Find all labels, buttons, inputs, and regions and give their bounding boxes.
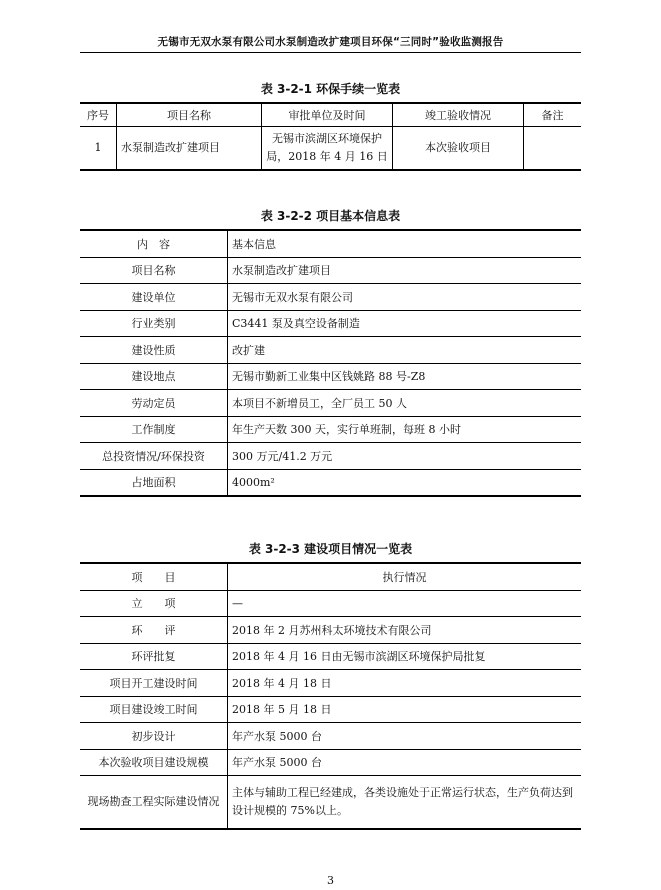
- table-cell: 总投资情况/环保投资: [80, 443, 228, 470]
- table-row: [80, 469, 581, 496]
- table-row: [80, 337, 581, 364]
- table-cell: 水泵制造改扩建项目: [117, 127, 262, 171]
- table-cell: 现场勘查工程实际建设情况: [80, 776, 228, 830]
- table-row: [80, 284, 581, 311]
- table-row: [80, 776, 581, 830]
- table-cell: 水泵制造改扩建项目: [228, 257, 582, 284]
- table-cell: 项 目: [80, 563, 228, 590]
- table3-caption: 表 3-2-3 建设项目情况一览表: [248, 542, 413, 556]
- table-cell: 工作制度: [80, 416, 228, 443]
- header-divider: [80, 52, 581, 53]
- table-row: [80, 723, 581, 750]
- page-number: 3: [327, 874, 334, 887]
- table-row: [80, 643, 581, 670]
- table-cell: 年生产天数 300 天，实行单班制，每班 8 小时: [228, 416, 582, 443]
- table-cell: 无锡市勤新工业集中区钱姚路 88 号-Z8: [228, 363, 582, 390]
- table-cell: 本次验收项目: [393, 127, 524, 171]
- table-cell: 建设单位: [80, 284, 228, 311]
- table-row: [80, 230, 581, 257]
- table1-caption: 表 3-2-1 环保手续一览表: [260, 82, 401, 96]
- table-row: [80, 443, 581, 470]
- report-header: 无锡市无双水泵有限公司水泵制造改扩建项目环保“三同时”验收监测报告: [157, 36, 504, 48]
- table-row: [80, 670, 581, 697]
- table-cell: 环 评: [80, 617, 228, 644]
- table-cell: —: [228, 590, 582, 617]
- table-row: [80, 749, 581, 776]
- table-cell: [524, 127, 582, 171]
- basic-info-table: [80, 229, 581, 497]
- table-row: [80, 310, 581, 337]
- table-cell: 改扩建: [228, 337, 582, 364]
- table-cell: 项目开工建设时间: [80, 670, 228, 697]
- table-cell: C3441 泵及真空设备制造: [228, 310, 582, 337]
- table2-caption: 表 3-2-2 项目基本信息表: [260, 209, 401, 223]
- table-row: [80, 257, 581, 284]
- table-row: [80, 696, 581, 723]
- table-cell: 执行情况: [228, 563, 582, 590]
- col-header: 备注: [524, 103, 582, 127]
- col-header: 序号: [80, 103, 117, 127]
- table-cell: 4000m²: [228, 469, 582, 496]
- table-cell: 无锡市滨湖区环境保护局，2018 年 4 月 16 日: [262, 127, 393, 171]
- table-cell: 2018 年 4 月 16 日由无锡市滨湖区环境保护局批复: [228, 643, 582, 670]
- table-row: [80, 390, 581, 417]
- col-header: 项目名称: [117, 103, 262, 127]
- table-cell: 无锡市无双水泵有限公司: [228, 284, 582, 311]
- project-status-table: [80, 562, 581, 830]
- table-cell: 本项目不新增员工，全厂员工 50 人: [228, 390, 582, 417]
- table-cell: 建设地点: [80, 363, 228, 390]
- table-cell: 项目建设竣工时间: [80, 696, 228, 723]
- table-cell: 劳动定员: [80, 390, 228, 417]
- table-cell: 主体与辅助工程已经建成，各类设施处于正常运行状态，生产负荷达到设计规模的 75%以上。: [228, 776, 582, 830]
- table-cell: 300 万元/41.2 万元: [228, 443, 582, 470]
- table-cell: 初步设计: [80, 723, 228, 750]
- table-cell: 基本信息: [228, 230, 582, 257]
- col-header: 审批单位及时间: [262, 103, 393, 127]
- table-cell: 建设性质: [80, 337, 228, 364]
- col-header: 竣工验收情况: [393, 103, 524, 127]
- table-cell: 占地面积: [80, 469, 228, 496]
- table-cell: 行业类别: [80, 310, 228, 337]
- permit-table: [80, 102, 581, 171]
- table-cell: 本次验收项目建设规模: [80, 749, 228, 776]
- table-row: [80, 617, 581, 644]
- table-cell: 年产水泵 5000 台: [228, 723, 582, 750]
- table-row: [80, 590, 581, 617]
- table-cell: 2018 年 4 月 18 日: [228, 670, 582, 697]
- table-row: [80, 416, 581, 443]
- table-cell: 2018 年 5 月 18 日: [228, 696, 582, 723]
- table-cell: 项目名称: [80, 257, 228, 284]
- table-cell: 年产水泵 5000 台: [228, 749, 582, 776]
- table-row: [80, 563, 581, 590]
- table-cell: 1: [80, 127, 117, 171]
- table-cell: 内 容: [80, 230, 228, 257]
- table-cell: 2018 年 2 月苏州科太环境技术有限公司: [228, 617, 582, 644]
- table-cell: 环评批复: [80, 643, 228, 670]
- table-row: [80, 363, 581, 390]
- table-row: [80, 127, 581, 171]
- table-header-row: [80, 103, 581, 127]
- table-cell: 立 项: [80, 590, 228, 617]
